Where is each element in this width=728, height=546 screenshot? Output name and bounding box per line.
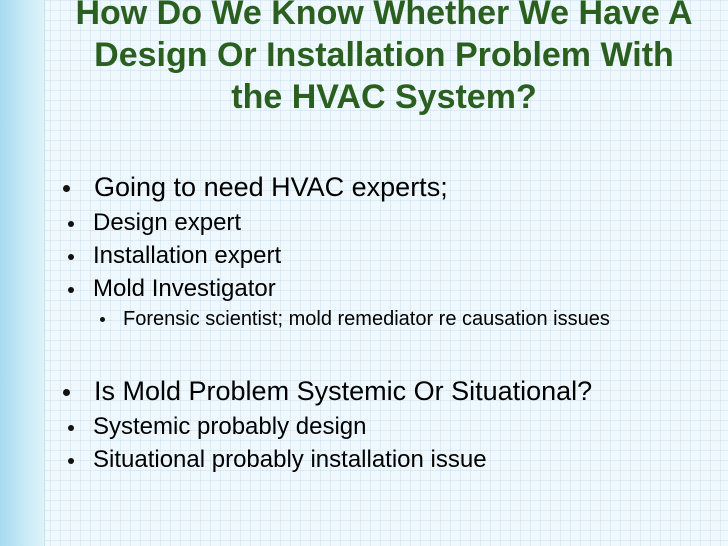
- bullet-item: [60, 372, 720, 410]
- sub-bullet-text: Situational probably installation issue: [93, 446, 487, 473]
- sub-sub-bullet-group: [60, 305, 720, 334]
- sub-sub-bullet-text: Forensic scientist; mold remediator re causation issues: [123, 308, 610, 330]
- bullet-dot-icon: [63, 185, 70, 192]
- bullet-dot-icon: [68, 221, 74, 227]
- sub-bullet-text: Design expert: [93, 209, 242, 236]
- bullet-dot-icon: [68, 287, 74, 293]
- bullet-dot-icon: [68, 458, 74, 464]
- sub-bullet-group: [60, 410, 720, 476]
- sub-bullet-item: [60, 443, 720, 476]
- bullet-text: Is Mold Problem Systemic Or Situational?: [94, 376, 593, 406]
- sub-bullet-list: [60, 206, 720, 334]
- bullet-spacer: [60, 334, 720, 372]
- bullet-dot-icon: [100, 317, 105, 322]
- sub-bullet-item: [60, 239, 720, 272]
- sub-bullet-list: [60, 410, 720, 476]
- sub-sub-bullet-list: [60, 305, 720, 334]
- sub-bullet-item: [60, 410, 720, 443]
- bullet-dot-icon: [63, 389, 70, 396]
- bullet-item: [60, 168, 720, 206]
- sub-bullet-item: [60, 272, 720, 305]
- bullet-dot-icon: [68, 254, 74, 260]
- sub-bullet-item: [60, 206, 720, 239]
- sub-bullet-group: [60, 206, 720, 334]
- sub-bullet-text: Systemic probably design: [93, 413, 367, 440]
- slide-title: How Do We Know Whether We Have A Design Or Installation Problem With the HVAC System?: [75, 0, 693, 116]
- sub-sub-bullet-item: [60, 305, 720, 334]
- bullet-text: Going to need HVAC experts;: [94, 172, 448, 202]
- bullet-dot-icon: [68, 425, 74, 431]
- slide-left-accent-bar: [0, 0, 45, 546]
- slide-bullet-list: [60, 168, 720, 476]
- sub-bullet-text: Mold Investigator: [93, 275, 276, 302]
- sub-bullet-text: Installation expert: [93, 242, 282, 269]
